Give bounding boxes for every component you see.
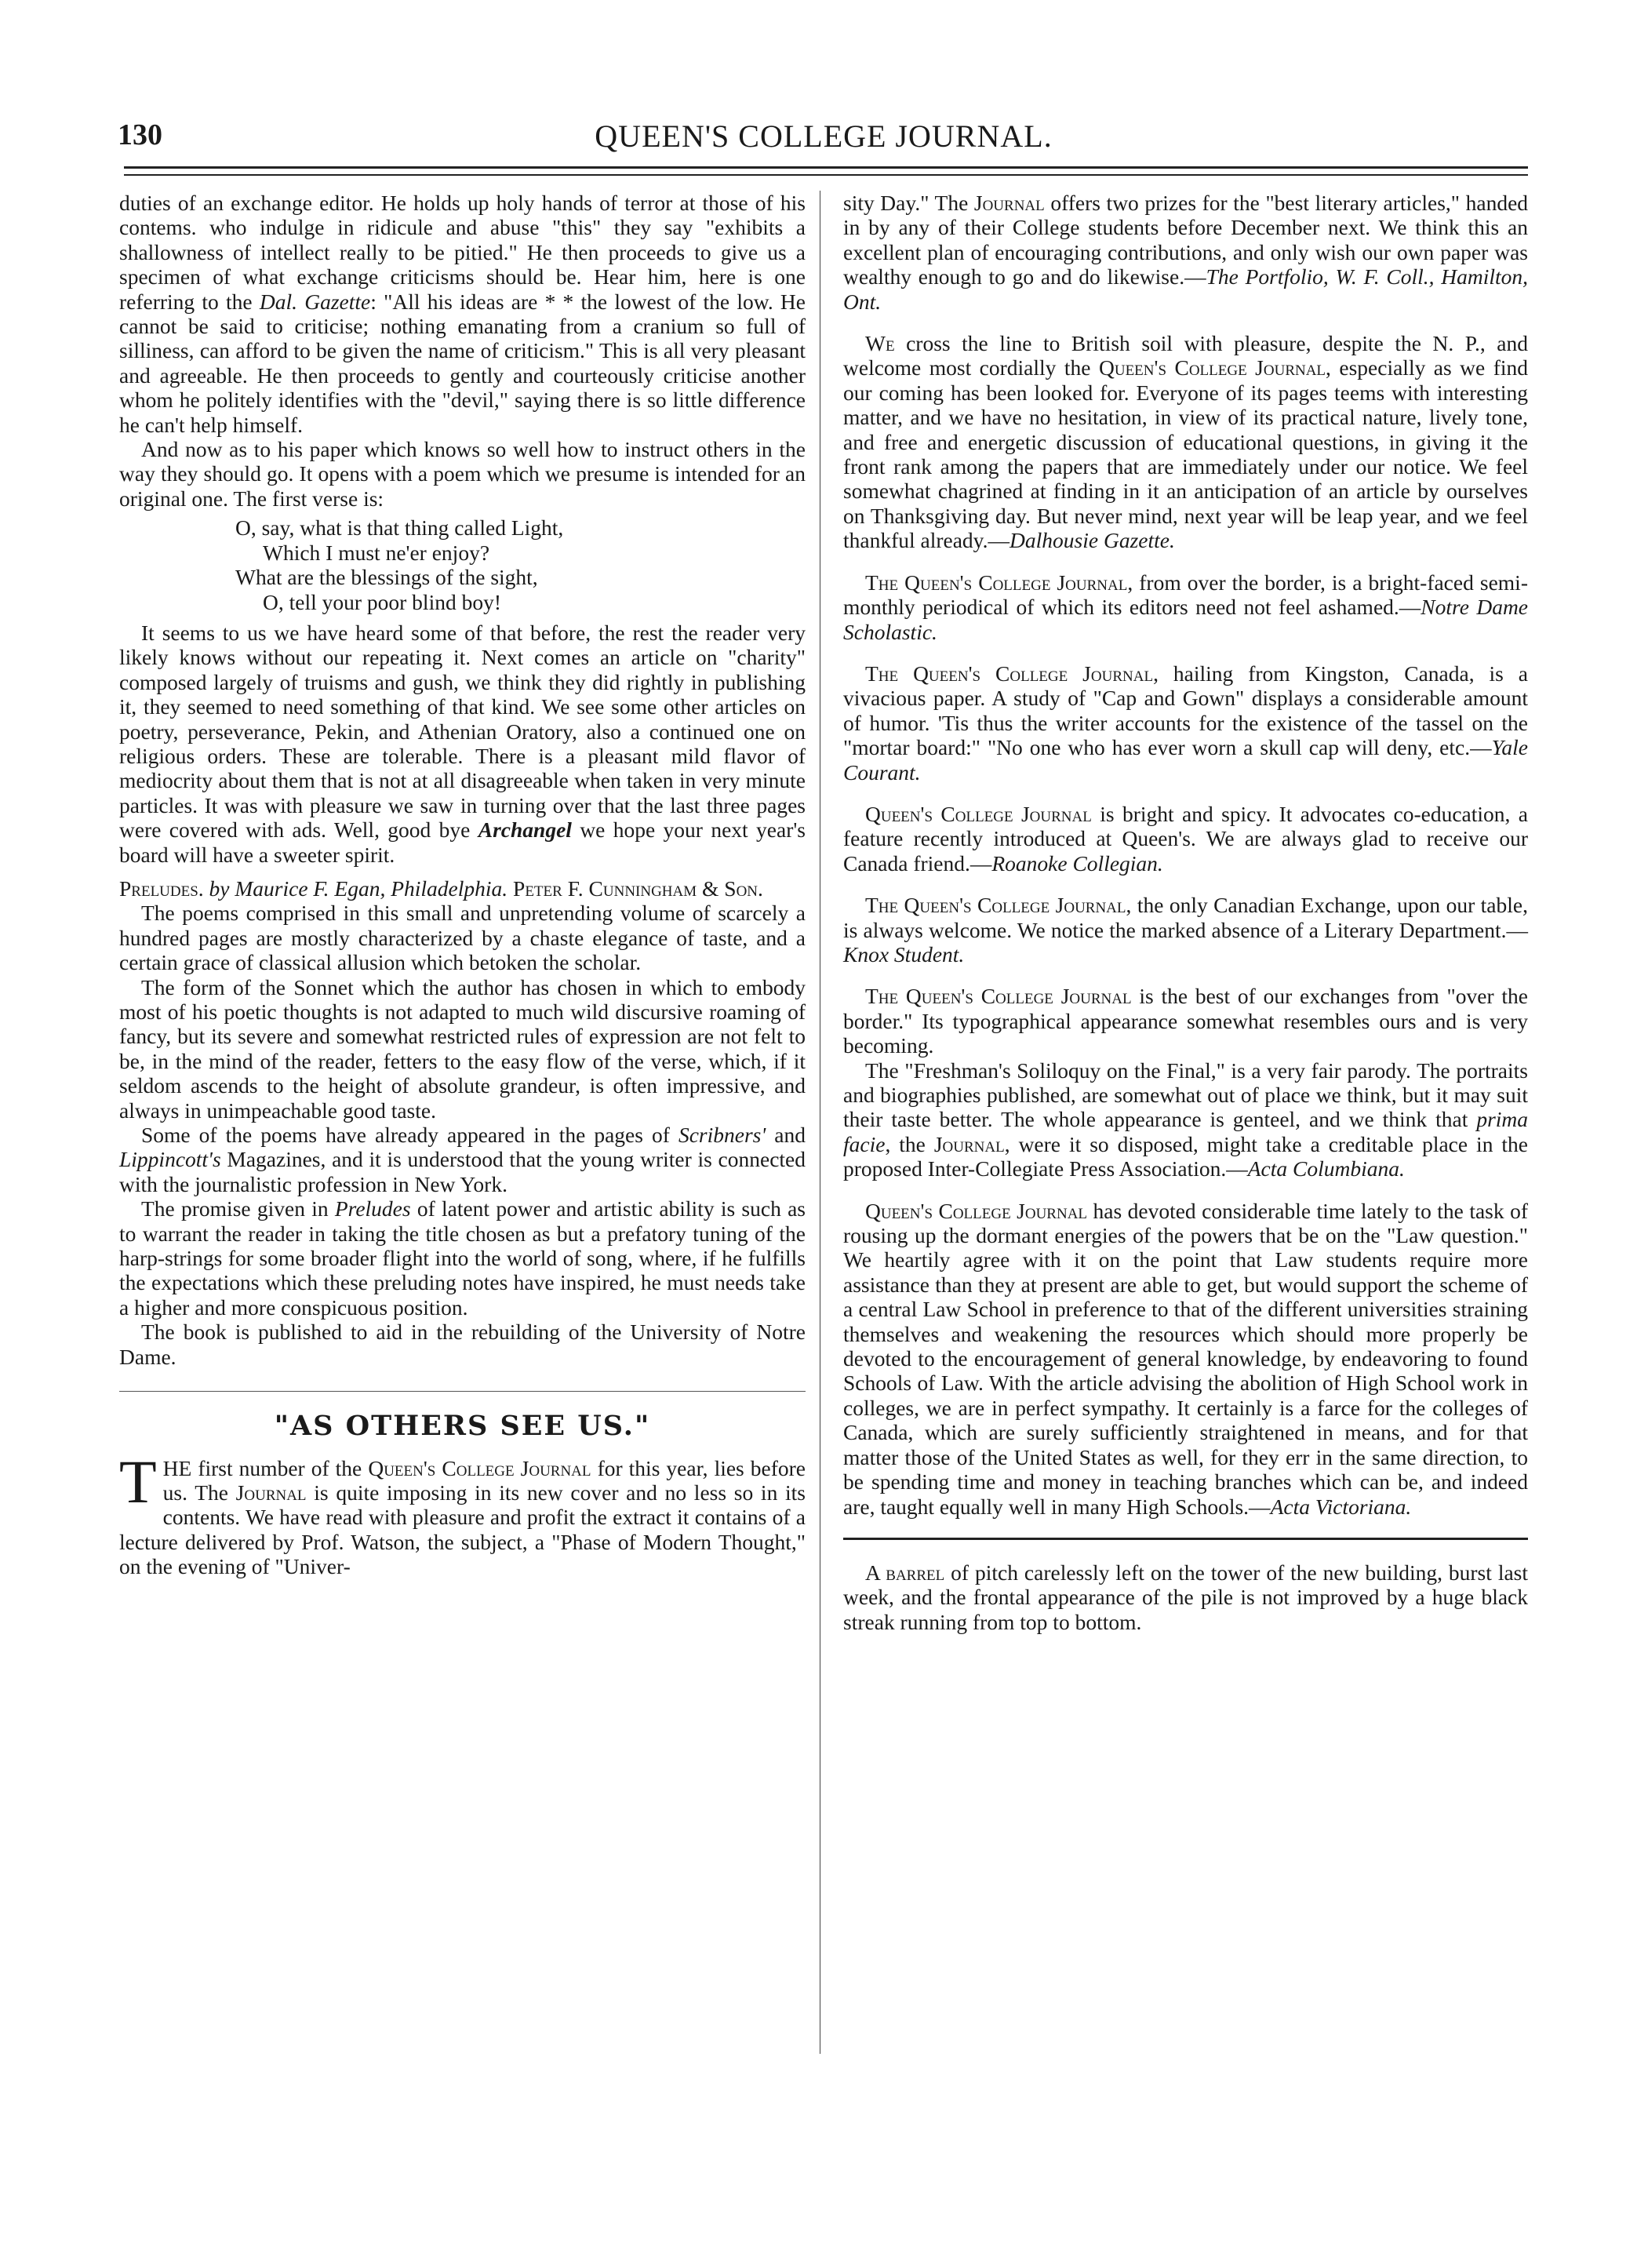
journal-name: The Queen's College Journal [865,893,1126,918]
text: duties of an exchange editor. He holds up holy hands of terror at those of his contems. who indulge in ridicule and abuse "this" they say "exhibits a shallowness of intellect really to be pitied." He then proceeds to give us a specimen of what exchange criticisms should be. Hear him, here is one referring to the [119,191,806,314]
magazine-name: Lippincott's [119,1147,221,1172]
poem-verse [119,515,806,614]
source-citation: Acta Columbiana. [1247,1156,1405,1181]
source-citation: Roanoke Collegian. [991,850,1163,876]
source-citation: Notre Dame Scholastic. [843,595,1529,644]
journal-name: Journal [933,1131,1005,1156]
text: , from over the border, is a bright-faced semi-monthly periodical of which its editors need not feel ashamed.— [843,570,1528,620]
text: of pitch carelessly left on the tower of the new building, burst last week, and the frontal appearance of the pile is not improved by a huge black streak running from top to bottom. [843,1560,1529,1634]
book-title: Preludes. [119,876,204,901]
text: is quite imposing in its new cover and no less so in its contents. We have read with pleasure and profit the extract it contains of a lecture delivered by Prof. Watson, the subject, a "Phase of Modern Thought," on the evening of "Univer- [119,1480,806,1579]
text: It seems to us we have heard some of that before, the rest the reader very likely knows without our repeating it. Next comes an article on "charity" composed largely of truisms and gush, we think they did rightly in publishing it, they seemed to need something of that kind. We see some other articles on poetry, perseverance, Pekin, and Athenian Oratory, also a continued one on religious orders. These are tolerable. There is a pleasant mild flavor of mediocrity about them that is not at all disagreeable when taken in very minute particles. It was with pleasure we saw in turning over that the last three pages were covered with ads. Well, good bye [119,620,806,843]
section-rule [843,1538,1528,1540]
text: , the [885,1131,926,1156]
magazine-name: Scribners' [678,1123,766,1148]
paragraph: And now as to his paper which knows so well how to instruct others in the way they should go. It opens with a poem which we presume is intended for an original one. The first verse is: [119,437,806,511]
poem-line: O, say, what is that thing called Light, [235,515,564,541]
text: offers two prizes for the "best literary articles," handed in by any of their College students before December next. We think this an excellent plan of encouraging contributions, and only wish our own paper was wealthy enough to go and do likewise.— [843,191,1529,289]
book-title: Preludes [334,1196,411,1221]
header-rule [124,166,1528,169]
text: is the best of our exchanges from "over the border." Its typographical appearance somewhat resembles ours and is very becoming. [843,984,1528,1058]
publication-name: Archangel [478,817,572,843]
source-citation: Dalhousie Gazette. [1009,528,1175,553]
text: , were it so disposed, might take a creditable place in the proposed Inter-Collegiate Press Association.— [843,1131,1528,1181]
page-header [118,118,1530,165]
text: sity Day." The [843,191,969,215]
paragraph [843,331,1528,553]
paragraph [843,570,1528,644]
poem-line: What are the blessings of the sight, [235,565,538,590]
paragraph [843,1058,1528,1181]
source-citation: Acta Victoriana. [1270,1494,1412,1519]
section-title: "AS OTHERS SEE US." [274,1410,651,1443]
journal-name: The Queen's College Journal [865,984,1132,1009]
text: we hope your next year's board will have a sweeter spirit. [119,817,806,867]
journal-name: Queen's College Journal [1098,355,1326,380]
text: cross the line to British soil with pleasure, despite the N. P., and welcome most cordially the [843,331,1529,380]
text: Some of the poems have already appeared in the pages of [141,1123,670,1148]
paragraph: The poems comprised in this small and unpretending volume of scarcely a hundred pages are mostly characterized by a chaste elegance of taste, and a certain grace of classical allusion which betoken the scholar. [119,901,806,975]
paragraph: The book is published to aid in the rebuilding of the University of Notre Dame. [119,1320,806,1369]
text: , the only Canadian Exchange, upon our table, is always welcome. We notice the marked absence of a Literary Department.— [843,893,1528,942]
header-rule-double [124,174,1528,176]
paragraph [119,191,806,437]
paragraph [119,621,806,867]
drop-cap: T [119,1447,157,1516]
source-citation: Yale Courant. [843,735,1528,785]
paragraph [843,893,1528,967]
poem-line: O, tell your poor blind boy! [263,589,501,614]
paragraph [843,661,1528,785]
text: We [865,331,895,356]
journal-name: Queen's College Journal [368,1455,591,1480]
source-citation: Knox Student. [843,941,965,967]
page-number: 130 [118,118,162,151]
paragraph [119,1196,806,1320]
text: The promise given in [141,1196,329,1221]
poem-line: Which I must ne'er enjoy? [263,540,490,565]
latin-phrase: prima facie [843,1107,1529,1156]
journal-name: The Queen's College Journal [865,661,1154,686]
publication-name: Dal. Gazette [259,289,371,314]
journal-name: Queen's College Journal [865,1198,1088,1223]
paragraph [119,1447,806,1579]
journal-name: The Queen's College Journal [865,570,1128,595]
paragraph [843,1199,1528,1519]
running-title: QUEEN'S COLLEGE JOURNAL. [595,118,1053,154]
book-author: by Maurice F. Egan, Philadelphia. [209,876,508,901]
paragraph [843,984,1528,1058]
right-column [843,191,1528,1634]
journal-name: Journal [973,191,1045,215]
text: has devoted considerable time lately to the task of rousing up the dormant energies of the powers that be on the "Law question." We heartily agree with it on the point that Law students require more assistance than they at present are able to get, but would support the scheme of a central Law School in preference to that of the different universities straining themselves and weakening the resources which should more properly be devoted to the encouragement of general knowledge, by endeavoring to found Schools of Law. With the article advising the abolition of High School work in colleges, we are in perfect sympathy. It certainly is a farce for the colleges of Canada, which are surely sufficiently straightened in means, and for that matter those of the United States as well, for they err in the same direction, to be spending time and money in teaching branches which can be, and indeed are, taught equally well in many High Schools.— [843,1198,1528,1519]
text: and [774,1123,806,1148]
text: is bright and spicy. It advocates co-education, a feature recently introduced at Queen's. We are always glad to receive our Canada friend.— [843,801,1528,876]
text: of latent power and artistic ability is such as to warrant the reader in taking the title chosen as but a prefatory tuning of the harp-strings for some broader flight into the world of song, where, if he fulfills the expectations which these preluding notes have inspired, he must needs take a higher and more conspicuous position. [119,1196,806,1320]
book-publisher: Peter F. Cunningham & Son. [513,876,763,901]
source-citation: The Portfolio, W. F. Coll., Hamilton, Ont. [843,264,1528,314]
text: for this year, lies before us. The [162,1455,806,1505]
text: , hailing from Kingston, Canada, is a vivacious paper. A study of "Cap and Gown" displays a considerable amount of humor. 'Tis thus the writer accounts for the existence of the tassel on the "mortar board:" "No one who has ever worn a skull cap will deny, etc.— [843,661,1528,760]
book-notice-heading [119,876,806,901]
paragraph [843,191,1528,314]
text: The "Freshman's Soliloquy on the Final," is a very fair parody. The portraits and biographies published, are somewhat out of place we think, but it may suit their taste better. The whole appearance is genteel, and we think that [843,1058,1528,1132]
text: Magazines, and it is understood that the young writer is connected with the journalistic profession in New York. [119,1147,806,1196]
text: A barrel [865,1560,945,1585]
paragraph [843,1560,1528,1634]
paragraph [843,802,1528,876]
text: , especially as we find our coming has been looked for. Everyone of its pages teems with interesting matter, and we have no hesitation, in view of its practical nature, lively tone, and free and energetic discussion of educational questions, in giving it the front rank among the papers that are immediately under our notice. We feel somewhat chagrined at finding in it an anticipation of an article by ourselves on Thanksgiving day. But never mind, next year will be leap year, and we feel thankful already.— [843,355,1529,553]
paragraph: The form of the Sonnet which the author has chosen in which to embody most of his poetic thoughts is not adapted to much wild discursive roaming of fancy, but its severe and somewhat restricted rules of expression are not felt to be, in the mind of the reader, fetters to the easy flow of the verse, which, if it seldom ascends to the height of absolute grandeur, is often impressive, and always in unimpeachable good taste. [119,974,806,1123]
section-rule [119,1391,806,1392]
journal-name: Journal [235,1480,307,1505]
paragraph [119,1123,806,1196]
left-column [119,191,806,1579]
journal-name: Queen's College Journal [865,801,1092,826]
text: HE first number of the [162,1455,362,1480]
text: : "All his ideas are * * the lowest of the low. He cannot be said to criticise; nothing emanating from a cranium so full of silliness, can afford to be given the name of criticism." This is all very pleasant and agreeable. He then proceeds to gently and courteously criticise another whom he politely identifies with the "devil," saying there is so little difference he can't help himself. [119,289,806,437]
